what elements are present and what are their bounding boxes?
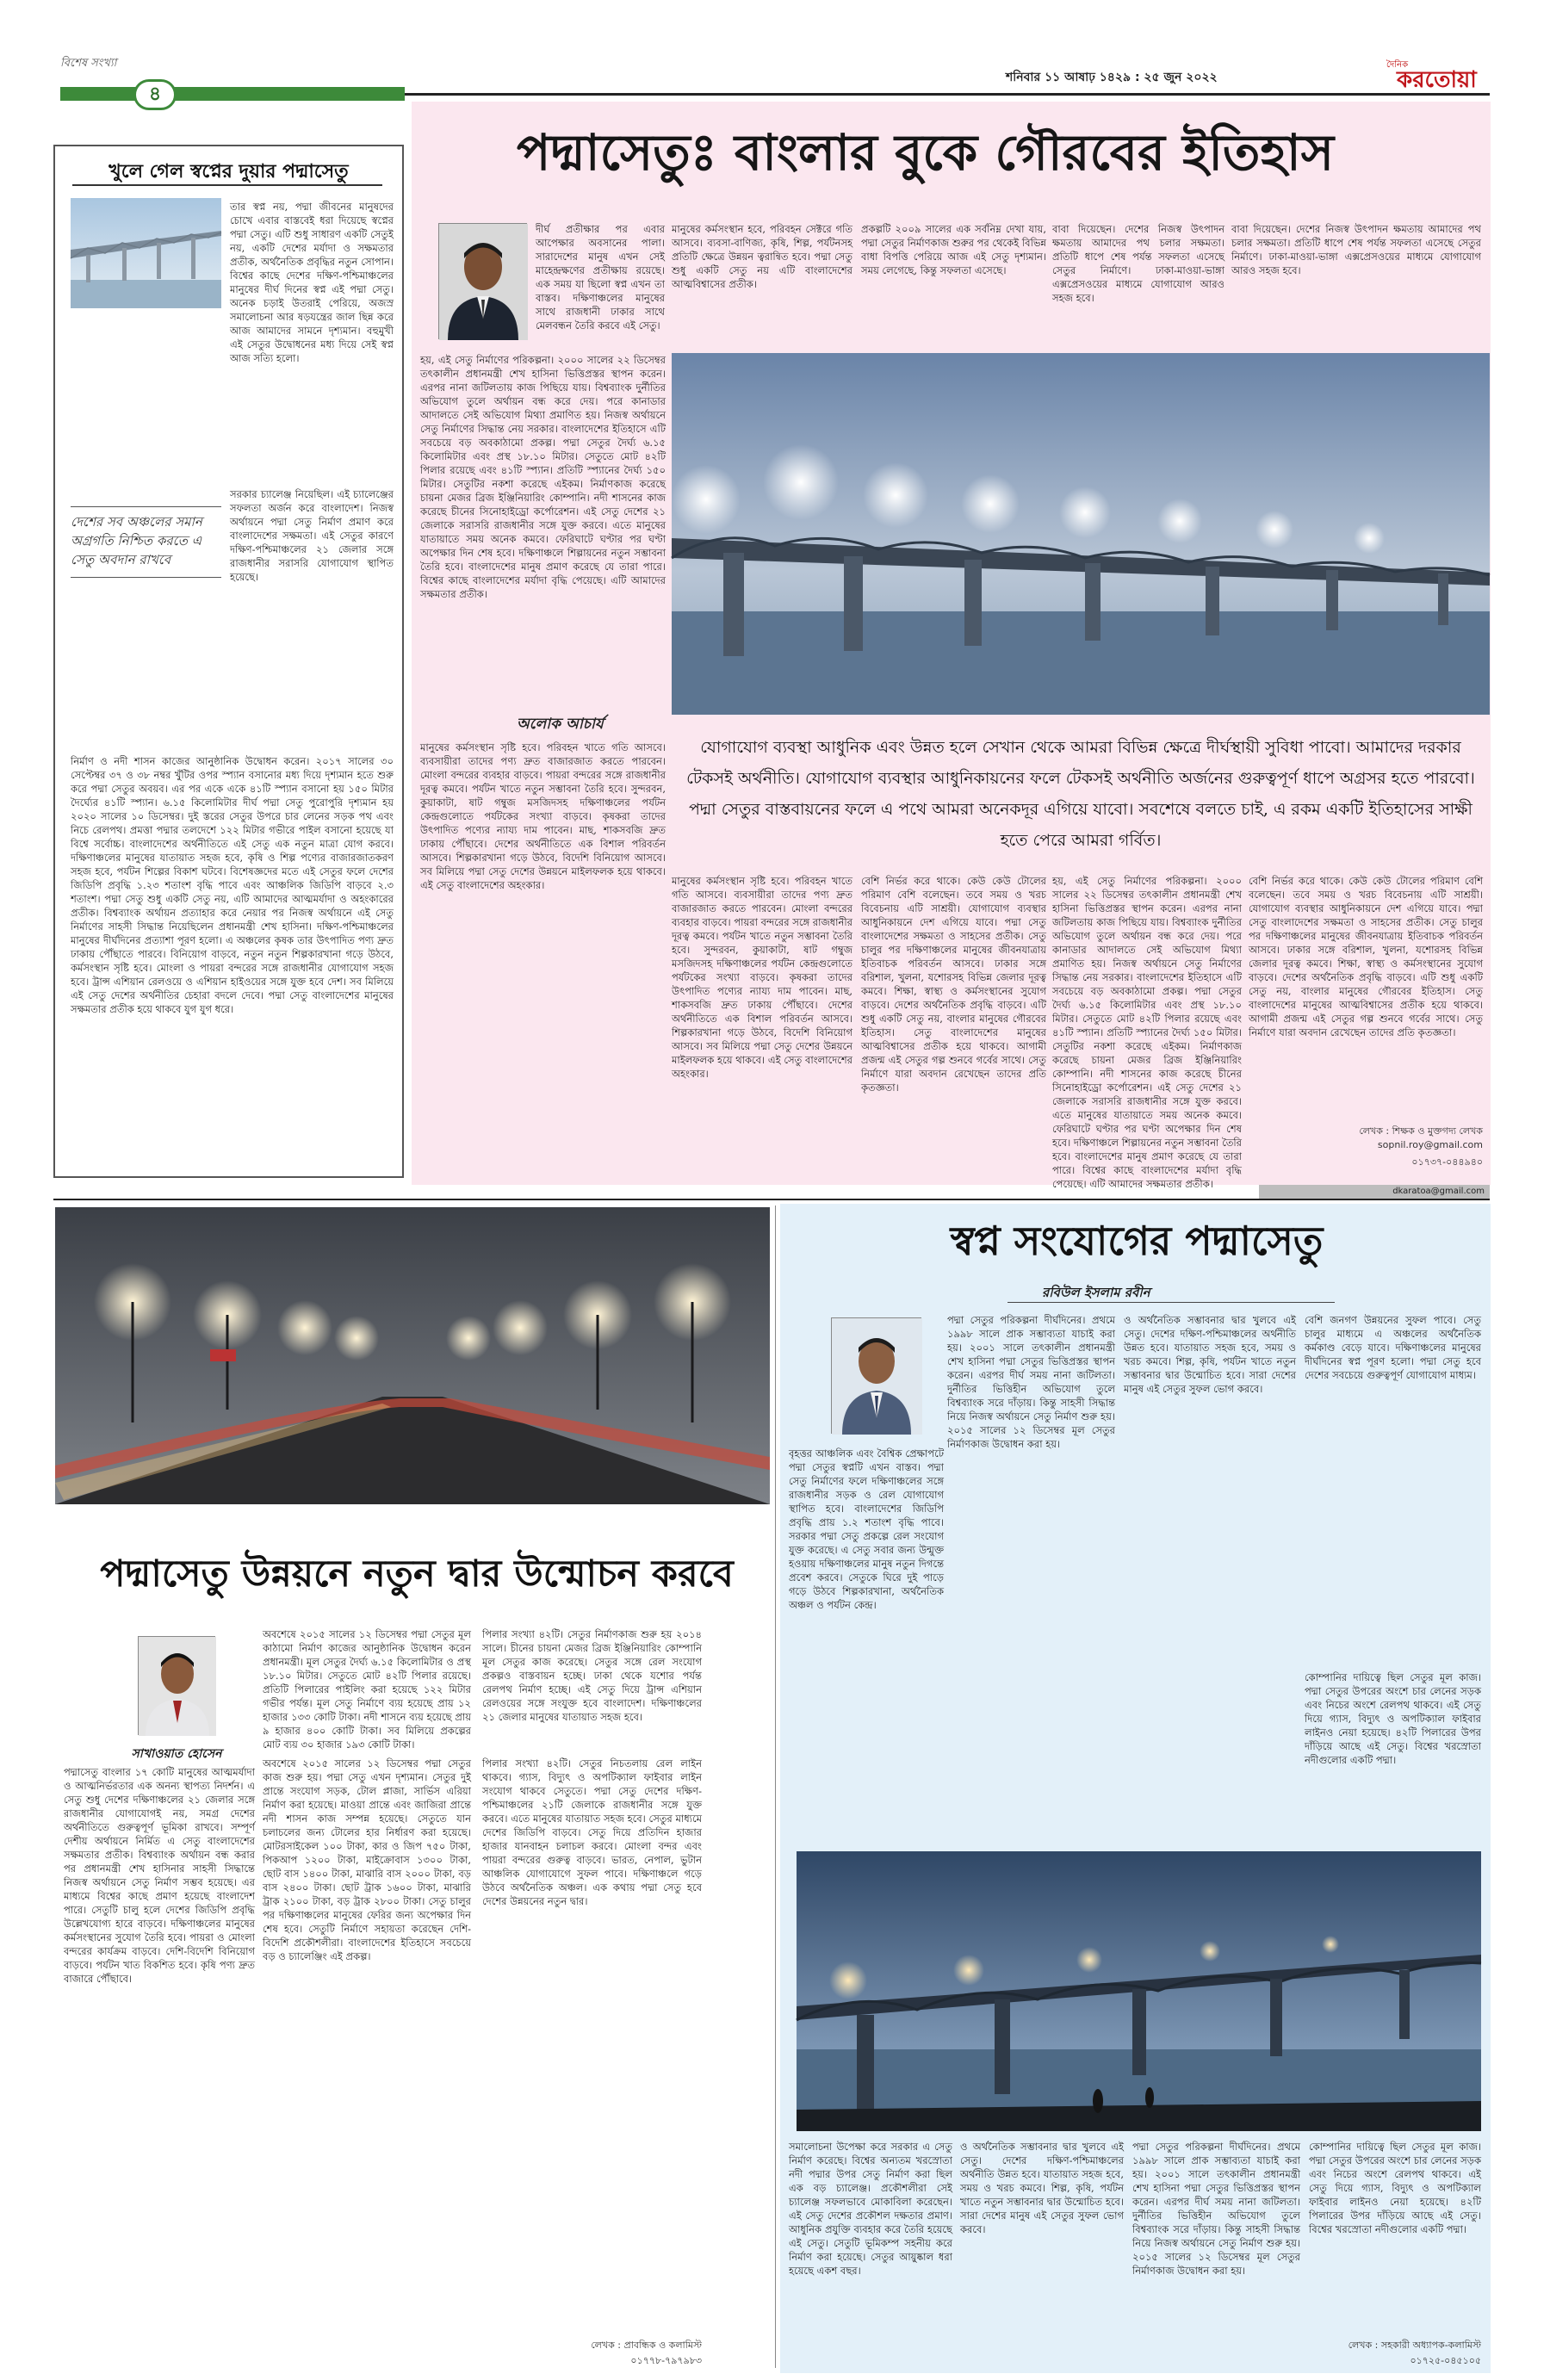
page-number-badge: ৪ — [133, 79, 177, 110]
lead-col-right3: বেশি নির্ভর করে থাকে। কেউ কেউ টোলের পরিমাণ বেশি বলেছেন। তবে সময় ও খরচ বিবেচনায় এটি সাশ্রয়ী। যোগাযোগ ব্যবস্থার আধুনিকায়নে দেশ এগিয়ে যাবে। পদ্মা সেতু বাংলাদেশের সক্ষমতা ও সাহসের প্রতীক। সেতু চালুর পর দক্ষিণাঞ্চলের মানুষের জীবনযাত্রায় ইতিবাচক পরিবর্তন আসবে। ঢাকার সঙ্গে বরিশাল, খুলনা, যশোরসহ বিভিন্ন জেলার দূরত্ব কমবে। শিক্ষা, স্বাস্থ্য ও কর্মসংস্থানের সুযোগ বাড়বে। দেশের অর্থনৈতিক প্রবৃদ্ধি বাড়বে। এটি শুধু একটি সেতু নয়, বাংলার মানুষের গৌরবের ইতিহাস। সেতু বাংলাদেশের মানুষের আত্মবিশ্বাসের প্রতীক হয়ে থাকবে। আগামী প্রজন্ম এই সেতুর গল্প শুনবে গর্বের সাথে। সেতু নির্মাণে যারা অবদান রেখেছেন তাদের প্রতি কৃতজ্ঞতা। — [1249, 875, 1483, 1038]
dream-bottom-col4: কোম্পানির দায়িত্বে ছিল সেতুর মূল কাজ। পদ্মা সেতুর উপরের অংশে চার লেনের সড়ক এবং নিচের অংশে রেলপথ থাকবে। এই সেতু দিয়ে গ্যাস, বিদ্যুৎ ও অপটিক্যাল ফাইবার লাইনও নেয়া হয়েছে। ৪২টি পিলারের উপর দাঁড়িয়ে আছে এই সেতু। বিশ্বের খরস্রোতা নদীগুলোর একটি পদ্মা। — [1309, 2141, 1481, 2235]
dev-col-mid: অবশেষে ২০১৫ সালের ১২ ডিসেম্বর পদ্মা সেতুর কাজ শুরু হয়। পদ্মা সেতু এখন দৃশ্যমান। সেতুর দুই প্রান্তে সংযোগ সড়ক, টোল প্লাজা, সার্ভিস এরিয়া নির্মাণ করা হয়েছে। মাওয়া প্রান্তে এবং জাজিরা প্রান্তে নদী শাসন কাজ সম্পন্ন হয়েছে। সেতুতে যান চলাচলের জন্য টোলের হার নির্ধারণ করা হয়েছে। মোটরসাইকেল ১০০ টাকা, কার ও জিপ ৭৫০ টাকা, পিকআপ ১২০০ টাকা, মাইক্রোবাস ১৩০০ টাকা, ছোট বাস ১৪০০ টাকা, মাঝারি বাস ২০০০ টাকা, বড় বাস ২৪০০ টাকা। ছোট ট্রাক ১৬০০ টাকা, মাঝারি ট্রাক ২১০০ টাকা, বড় ট্রাক ২৮০০ টাকা। সেতু চালুর পর দক্ষিণাঞ্চলের মানুষের ফেরির জন্য অপেক্ষার দিন শেষ হবে। সেতুটি নির্মাণে সহায়তা করেছেন দেশি-বিদেশি প্রকৌশলীরা। বাংলাদেশের ইতিহাসে সবচেয়ে বড় ও চ্যালেঞ্জিং এই প্রকল্প। — [263, 1757, 471, 1962]
dream-col4: কোম্পানির দায়িত্বে ছিল সেতুর মূল কাজ। পদ্মা সেতুর উপরের অংশে চার লেনের সড়ক এবং নিচের অংশে রেলপথ থাকবে। এই সেতু দিয়ে গ্যাস, বিদ্যুৎ ও অপটিক্যাল ফাইবার লাইনও নেয়া হয়েছে। ৪২টি পিলারের উপর দাঁড়িয়ে আছে এই সেতু। বিশ্বের খরস্রোতা নদীগুলোর একটি পদ্মা। — [1305, 1671, 1481, 1766]
dream-col3: বেশি জনগণ উন্নয়নের সুফল পাবে। সেতু চালুর মাধ্যমে এ অঞ্চলের অর্থনৈতিক কর্মকাণ্ড বেড়ে যাবে। দক্ষিণাঞ্চলের মানুষের দীর্ঘদিনের স্বপ্ন পূরণ হলো। পদ্মা সেতু হবে দেশের সবচেয়ে গুরুত্বপূর্ণ যোগাযোগ মাধ্যম। — [1305, 1314, 1481, 1381]
dream-byline-role: লেখক : সহকারী অধ্যাপক-কলামিস্ট — [1348, 2340, 1481, 2351]
lead-col-b: মানুষের কর্মসংস্থান হবে, পরিবহন সেক্টরে গতি আসবে। ব্যবসা-বাণিজ্য, কৃষি, শিল্প, পর্যটনসহ প্রতিটি ক্ষেত্রে উন্নয়ন ত্বরান্বিত হবে। পদ্মা সেতু শুধু একটি সেতু নয় এটি বাংলাদেশের আত্মবিশ্বাসের প্রতীক। — [672, 223, 852, 290]
box-col1-text: তার স্বপ্ন নয়, পদ্মা জীবনের মানুষদের চোখে এবার বাস্তবেই ধরা দিয়েছে স্বপ্নের পদ্মা সেতু। এটি শুধু সাধারণ একটি সেতুই নয়, একটি দেশের মর্যাদা ও সক্ষমতার প্রতীক, অর্থনৈতিক প্রবৃদ্ধির নতুন সোপান। বিশ্বের কাছে দেশের দক্ষিণ-পশ্চিমাঞ্চলের মানুষের দীর্ঘ দিনের স্বপ্ন এই পদ্মা সেতু। অনেক চড়াই উতরাই পেরিয়ে, অজস্র সমালোচনা আর ষড়যন্ত্রের জাল ছিন্ন করে আজ আমাদের সামনে দৃশ্যমান। বহুমুখী এই সেতুর উদ্বোধনের মধ্য দিয়ে সেই স্বপ্ন আজ সত্যি হলো। — [230, 201, 394, 364]
box-article-title: খুলে গেল স্বপ্নের দুয়ার পদ্মাসেতু — [108, 160, 349, 183]
page-number-band — [60, 87, 405, 101]
supplement-mark: বিশেষ সংখ্যা — [60, 57, 117, 70]
lead-bridge-photo — [672, 353, 1490, 715]
masthead-logo: করতোয়া — [1397, 67, 1477, 93]
section-divider — [53, 1199, 1490, 1200]
lead-left-body-2: মানুষের কর্মসংস্থান সৃষ্টি হবে। পরিবহন খাতে গতি আসবে। ব্যবসায়ীরা তাদের পণ্য দ্রুত বাজারজাত করতে পারবেন। মোংলা বন্দরের ব্যবহার বাড়বে। পায়রা বন্দরের সঙ্গে রাজধানীর দূরত্ব কমবে। পর্যটন খাতে নতুন সম্ভাবনা তৈরি হবে। সুন্দরবন, কুয়াকাটা, ষাট গম্বুজ মসজিদসহ দক্ষিণাঞ্চলের পর্যটন কেন্দ্রগুলোতে পর্যটকের সংখ্যা বাড়বে। কৃষকরা তাদের উৎপাদিত পণ্যের ন্যায্য দাম পাবেন। মাছ, শাকসবজি দ্রুত ঢাকায় পৌঁছাবে। দেশের অর্থনীতিতে এক বিশাল পরিবর্তন আসবে। শিল্পকারখানা গড়ে উঠবে, বিদেশি বিনিয়োগ আসবে। সব মিলিয়ে পদ্মা সেতু দেশের উন্নয়নে মাইলফলক হয়ে থাকবে। এই সেতু বাংলাদেশের অহংকার। — [420, 741, 666, 891]
box-title-rule — [72, 184, 382, 186]
lead-left-body: হয়, এই সেতু নির্মাণের পরিকল্পনা। ২০০০ সালের ২২ ডিসেম্বর তৎকালীন প্রধানমন্ত্রী শেখ হাসিনা ভিত্তিপ্রস্তর স্থাপন করেন। এরপর নানা জটিলতায় কাজ পিছিয়ে যায়। বিশ্বব্যাংক দুর্নীতির অভিযোগ তুলে অর্থায়ন বন্ধ করে দেয়। পরে কানাডার আদালতে সেই অভিযোগ মিথ্যা প্রমাণিত হয়। নিজস্ব অর্থায়নে সেতু নির্মাণের সিদ্ধান্ত নেয় সরকার। বাংলাদেশের ইতিহাসে এটি সবচেয়ে বড় অবকাঠামো প্রকল্প। পদ্মা সেতুর দৈর্ঘ্য ৬.১৫ কিলোমিটার এবং প্রস্থ ১৮.১০ মিটার। সেতুতে মোট ৪২টি পিলার রয়েছে এবং ৪১টি স্প্যান। প্রতিটি স্প্যানের দৈর্ঘ্য ১৫০ মিটার। সেতুটির নকশা করেছে এইকম। নির্মাণকাজ করেছে চায়না মেজর ব্রিজ ইঞ্জিনিয়ারিং কোম্পানি। নদী শাসনের কাজ করেছে চীনের সিনোহাইড্রো কর্পোরেশন। এই সেতু দেশের ২১ জেলাকে সরাসরি রাজধানীর সঙ্গে যুক্ত করবে। এতে মানুষের যাতায়াতে সময় অনেক কমবে। ফেরিঘাটে ঘণ্টার পর ঘণ্টা অপেক্ষার দিন শেষ হবে। দক্ষিণাঞ্চলে শিল্পায়নের নতুন সম্ভাবনা তৈরি হবে। বাংলাদেশের মানুষ প্রমাণ করেছে যে তারা পারে। বিশ্বের কাছে বাংলাদেশের মর্যাদা বৃদ্ধি পেয়েছে। এটি আমাদের সক্ষমতার প্রতীক। — [420, 354, 666, 600]
lead-byline-email[interactable]: sopnil.roy@gmail.com — [1377, 1139, 1483, 1150]
pull-quote: দেশের সব অঞ্চলের সমান অগ্রগতি নিশ্চিত করতে এ সেতু অবদান রাখবে — [71, 514, 202, 567]
author-photo-robin — [831, 1317, 921, 1434]
lead-col-a: দীর্ঘ প্রতীক্ষার পর এবার আপেক্ষার অবসানের পালা। সারাদেশের মানুষ এখন সেই মাহেন্দ্রক্ষণের প্রতীক্ষায় রয়েছে। এক সময় যা ছিলো স্বপ্ন এখন তা বাস্তব। দক্ষিণাঞ্চলের মানুষের সাথে রাজধানী ঢাকার সাথে মেলবন্ধন তৈরি করবে এই সেতু। — [536, 223, 665, 332]
pull-quote-rule-bottom — [71, 577, 221, 578]
lead-highlight: যোগাযোগ ব্যবস্থা আধুনিক এবং উন্নত হলে সেখান থেকে আমরা বিভিন্ন ক্ষেত্রে দীর্ঘস্থায়ী সুবিধা পাবো। আমাদের দরকার টেকসই অর্থনীতি। যোগাযোগ ব্যবস্থার আধুনিকায়নের ফলে টেকসই অর্থনীতি অর্জনের গুরুত্বপূর্ণ ধাপে অগ্রসর হতে পারবো। পদ্মা সেতুর বাস্তবায়নের ফলে এ পথে আমরা অনেকদূর এগিয়ে যাবো। সবশেষে বলতে চাই, এ রকম একটি ইতিহাসের সাক্ষী হতে পেরে আমরা গর্বিত। — [686, 738, 1475, 850]
dev-col-top2: পিলার সংখ্যা ৪২টি। সেতুর নির্মাণকাজ শুরু হয় ২০১৪ সালে। চীনের চায়না মেজর ব্রিজ ইঞ্জিনিয়ারিং কোম্পানি মূল সেতুর কাজ করেছে। সেতুর সঙ্গে রেল সংযোগ প্রকল্পও বাস্তবায়ন হচ্ছে। ঢাকা থেকে যশোর পর্যন্ত রেলপথ নির্মাণ হচ্ছে। এই সেতু দিয়ে ট্রান্স এশিয়ান রেলওয়ের সঙ্গে সংযুক্ত হবে বাংলাদেশ। দক্ষিণাঞ্চলের ২১ জেলার মানুষের যাতায়াত সহজ হবে। — [482, 1628, 702, 1723]
box-article — [53, 145, 404, 1178]
lead-col-c: প্রকল্পটি ২০০৯ সালের এক সর্বনিম্ন দেখা যায়, পদ্মা সেতুর নির্মাণকাজ শুরুর পর থেকেই বিভিন্ন বাধা বিপত্তি পেরিয়ে আজ এই সেতু দৃশ্যমান। সময় লেগেছে, কিন্তু সফলতা এসেছে। — [861, 223, 1046, 276]
lead-col-d-extra: বাবা দিয়েছেন। দেশের নিজস্ব উৎপাদন ক্ষমতায় আমাদের পথ চলার সক্ষমতা। প্রতিটি ধাপে শেষ পর্যন্ত সফলতা এসেছে সেতুর নির্মাণে। ঢাকা-মাওয়া-ভাঙ্গা এক্সপ্রেসওয়ের মাধ্যমে যোগাযোগ আরও সহজ হবে। — [1231, 223, 1481, 276]
author-photo-sakhawat — [138, 1636, 215, 1735]
author-name-alok: অলোক আচার্য — [517, 716, 604, 733]
dream-bottom-col3: পদ্মা সেতুর পরিকল্পনা দীর্ঘদিনের। প্রথমে ১৯৯৮ সালে প্রাক সম্ভাব্যতা যাচাই করা হয়। ২০০১ সালে তৎকালীন প্রধানমন্ত্রী শেখ হাসিনা পদ্মা সেতুর ভিত্তিপ্রস্তর স্থাপন করেন। এরপর দীর্ঘ সময় নানা জটিলতা। দুর্নীতির ভিত্তিহীন অভিযোগ তুলে বিশ্বব্যাংক সরে দাঁড়ায়। কিন্তু সাহসী সিদ্ধান্ত নিয়ে নিজস্ব অর্থায়নে সেতু নির্মাণ শুরু হয়। ২০১৫ সালের ১২ ডিসেম্বর মূল সেতুর নির্মাণকাজ উদ্বোধন করা হয়। — [1132, 2141, 1300, 2277]
pull-quote-rule-top — [71, 506, 221, 507]
dev-byline-phone: ০১৭৭৮-৭৯৭৯৮৩ — [630, 2355, 702, 2366]
dev-col-top: অবশেষে ২০১৫ সালের ১২ ডিসেম্বর পদ্মা সেতুর মূল কাঠামো নির্মাণ কাজের আনুষ্ঠানিক উদ্বোধন করেন প্রধানমন্ত্রী। মূল সেতুর দৈর্ঘ্য ৬.১৫ কিলোমিটার ও প্রস্থ ১৮.১০ মিটার। সেতুতে মোট ৪২টি পিলার রয়েছে। প্রতিটি পিলারের পাইলিং করা হয়েছে ১২২ মিটার গভীর পর্যন্ত। মূল সেতু নির্মাণে ব্যয় হয়েছে প্রায় ১২ হাজার ১৩৩ কোটি টাকা। নদী শাসনে ব্যয় হয়েছে প্রায় ৯ হাজার ৪০০ কোটি টাকা। সব মিলিয়ে প্রকল্পের মোট ব্যয় ৩০ হাজার ১৯৩ কোটি টাকা। — [263, 1628, 471, 1751]
dream-bottom-col2: ও অর্থনৈতিক সম্ভাবনার দ্বার খুলবে এই সেতু। দেশের দক্ষিণ-পশ্চিমাঞ্চলের অর্থনীতি উন্নত হবে। যাতায়াত সহজ হবে, সময় ও খরচ কমবে। শিল্প, কৃষি, পর্যটন খাতে নতুন সম্ভাবনার দ্বার উন্মোচিত হবে। সারা দেশের মানুষ এই সেতুর সুফল ভোগ করবে। — [960, 2141, 1124, 2235]
dream-author-rule — [1008, 1302, 1335, 1303]
lead-col-right2: হয়, এই সেতু নির্মাণের পরিকল্পনা। ২০০০ সালের ২২ ডিসেম্বর তৎকালীন প্রধানমন্ত্রী শেখ হাসিনা ভিত্তিপ্রস্তর স্থাপন করেন। এরপর নানা জটিলতায় কাজ পিছিয়ে যায়। বিশ্বব্যাংক দুর্নীতির অভিযোগ তুলে অর্থায়ন বন্ধ করে দেয়। পরে কানাডার আদালতে সেই অভিযোগ মিথ্যা প্রমাণিত হয়। নিজস্ব অর্থায়নে সেতু নির্মাণের সিদ্ধান্ত নেয় সরকার। বাংলাদেশের ইতিহাসে এটি সবচেয়ে বড় অবকাঠামো প্রকল্প। পদ্মা সেতুর দৈর্ঘ্য ৬.১৫ কিলোমিটার এবং প্রস্থ ১৮.১০ মিটার। সেতুতে মোট ৪২টি পিলার রয়েছে এবং ৪১টি স্প্যান। প্রতিটি স্প্যানের দৈর্ঘ্য ১৫০ মিটার। সেতুটির নকশা করেছে এইকম। নির্মাণকাজ করেছে চায়না মেজর ব্রিজ ইঞ্জিনিয়ারিং কোম্পানি। নদী শাসনের কাজ করেছে চীনের সিনোহাইড্রো কর্পোরেশন। এই সেতু দেশের ২১ জেলাকে সরাসরি রাজধানীর সঙ্গে যুক্ত করবে। এতে মানুষের যাতায়াতে সময় অনেক কমবে। ফেরিঘাটে ঘণ্টার পর ঘণ্টা অপেক্ষার দিন শেষ হবে। দক্ষিণাঞ্চলে শিল্পায়নের নতুন সম্ভাবনা তৈরি হবে। বাংলাদেশের মানুষ প্রমাণ করেছে যে তারা পারে। বিশ্বের কাছে বাংলাদেশের মর্যাদা বৃদ্ধি পেয়েছে। এটি আমাদের সক্ষমতার প্রতীক। — [1052, 875, 1242, 1190]
box-col2-text: সরকার চ্যালেঞ্জ নিয়েছিল। এই চ্যালেঞ্জের সফলতা অর্জন করে বাংলাদেশ। নিজস্ব অর্থায়নে পদ্মা সেতু নির্মাণ প্রমাণ করে বাংলাদেশের সক্ষমতা। এই সেতুর কারণে দক্ষিণ-পশ্চিমাঞ্চলের ২১ জেলার সঙ্গে রাজধানীর সরাসরি যোগাযোগ স্থাপিত হয়েছে। — [230, 488, 394, 583]
lead-headline: পদ্মাসেতুঃ বাংলার বুকে গৌরবের ইতিহাস — [517, 123, 1335, 182]
dream-col-left: বৃহত্তর আঞ্চলিক এবং বৈশ্বিক প্রেক্ষাপটে পদ্মা সেতুর স্বপ্নটি এখন বাস্তব। পদ্মা সেতু নির্মাণের ফলে দক্ষিণাঞ্চলের সঙ্গে রাজধানীর সড়ক ও রেল যোগাযোগ স্থাপিত হবে। বাংলাদেশের জিডিপি প্রবৃদ্ধি প্রায় ১.২ শতাংশ বৃদ্ধি পাবে। সরকার পদ্মা সেতু প্রকল্পে রেল সংযোগ যুক্ত করেছে। এ সেতু সবার জন্য উন্মুক্ত হওয়ায় দক্ষিণাঞ্চলের মানুষ নতুন দিগন্তে প্রবেশ করবে। সেতুকে ঘিরে দুই পাড়ে গড়ে উঠবে শিল্পকারখানা, অর্থনৈতিক অঞ্চল ও পর্যটন কেন্দ্র। — [789, 1447, 944, 1611]
dream-bottom-col1: সমালোচনা উপেক্ষা করে সরকার এ সেতু নির্মাণ করেছে। বিশ্বের অন্যতম খরস্রোতা নদী পদ্মার উপর সেতু নির্মাণ করা ছিল এক বড় চ্যালেঞ্জ। প্রকৌশলীরা সেই চ্যালেঞ্জ সফলভাবে মোকাবিলা করেছেন। এই সেতু দেশের প্রকৌশল দক্ষতার প্রমাণ। আধুনিক প্রযুক্তি ব্যবহার করে তৈরি হয়েছে এই সেতু। সেতুটি ভূমিকম্প সহনীয় করে নির্মাণ করা হয়েছে। সেতুর আয়ুষ্কাল ধরা হয়েছে একশ বছর। — [789, 2141, 952, 2277]
dream-headline: স্বপ্ন সংযোগের পদ্মাসেতু — [950, 1218, 1324, 1264]
column-divider — [775, 1205, 776, 2368]
dev-col-right: পিলার সংখ্যা ৪২টি। সেতুর নিচতলায় রেল লাইন থাকবে। গ্যাস, বিদ্যুৎ ও অপটিক্যাল ফাইবার লাইন সংযোগ থাকবে সেতুতে। পদ্মা সেতু দেশের দক্ষিণ-পশ্চিমাঞ্চলের ২১টি জেলাকে রাজধানীর সঙ্গে যুক্ত করবে। এতে মানুষের যাতায়াত সহজ হবে। সেতুর মাধ্যমে দেশের জিডিপি বাড়বে। সেতু দিয়ে প্রতিদিন হাজার হাজার যানবাহন চলাচল করবে। মোংলা বন্দর এবং পায়রা বন্দরের গুরুত্ব বাড়বে। ভারত, নেপাল, ভুটান আঞ্চলিক যোগাযোগে সুফল পাবে। দক্ষিণাঞ্চলে গড়ে উঠবে অর্থনৈতিক অঞ্চল। এক কথায় পদ্মা সেতু হবে দেশের উন্নয়নের নতুন দ্বার। — [482, 1757, 702, 1907]
author-photo-alok — [438, 223, 527, 339]
dev-col-left: পদ্মাসেতু বাংলার ১৭ কোটি মানুষের আত্মমর্যাদা ও আত্মনির্ভরতার এক অনন্য স্থাপত্য নিদর্শন। এ সেতু শুধু দেশের দক্ষিণাঞ্চলের ২১ জেলার সঙ্গে রাজধানীর যোগাযোগই নয়, সমগ্র দেশের অর্থনীতিতে গুরুত্বপূর্ণ ভূমিকা রাখবে। সম্পূর্ণ দেশীয় অর্থায়নে নির্মিত এ সেতু বাংলাদেশের সক্ষমতার প্রতীক। বিশ্বব্যাংক অর্থায়ন বন্ধ করার পর প্রধানমন্ত্রী শেখ হাসিনার সাহসী সিদ্ধান্তে নিজস্ব অর্থায়নে সেতু নির্মাণ সম্ভব হয়েছে। এর মাধ্যমে বিশ্বের কাছে প্রমাণ হয়েছে বাংলাদেশ পারে। সেতুটি চালু হলে দেশের জিডিপি প্রবৃদ্ধি উল্লেখযোগ্য হারে বাড়বে। দক্ষিণাঞ্চলের মানুষের কর্মসংস্থানের সুযোগ তৈরি হবে। পায়রা ও মোংলা বন্দরের কার্যক্রম বাড়বে। দেশি-বিদেশি বিনিয়োগ বাড়বে। পর্যটন খাত বিকশিত হবে। কৃষি পণ্য দ্রুত বাজারে পৌঁছাবে। — [64, 1766, 255, 1985]
lead-byline-role: লেখক : শিক্ষক ও মুক্তগদ্য লেখক — [1359, 1125, 1483, 1137]
dev-author-name: সাখাওয়াত হোসেন — [131, 1747, 222, 1761]
dream-author-name: রবিউল ইসলাম রবীন — [1042, 1285, 1150, 1300]
dev-headline: পদ্মাসেতু উন্নয়নে নতুন দ্বার উন্মোচন করবে — [100, 1553, 734, 1596]
box-body-text: নির্মাণ ও নদী শাসন কাজের আনুষ্ঠানিক উদ্বোধন করেন। ২০১৭ সালের ৩০ সেপ্টেম্বর ৩৭ ও ৩৮ নম্বর খুঁটির ওপর স্প্যান বসানোর মধ্য দিয়ে দৃশ্যমান হতে শুরু করে পদ্মা সেতুর অবয়ব। এর পর একে একে ৪১টি স্প্যান বসানো হয় ১৫০ মিটার দৈর্ঘ্যের ৪১টি স্প্যান। ৬.১৫ কিলোমিটার দীর্ঘ পদ্মা সেতু পুরোপুরি দৃশ্যমান হয় ২০২০ সালের ১০ ডিসেম্বর। দুই স্তরের সেতুর উপরে চার লেনের সড়ক পথ এবং নিচে রেলপথ। প্রমত্তা পদ্মার তলদেশে ১২২ মিটার গভীরে পাইল বসানো হয়েছে যা বিশ্বে সর্বোচ্চ। বাংলাদেশের অর্থনীতিতে এই সেতু এক নতুন মাত্রা যোগ করবে। দক্ষিণাঞ্চলের মানুষের যাতায়াত সহজ হবে, কৃষি ও শিল্প পণ্যের বাজারজাতকরণ সহজ হবে, পর্যটন শিল্পের বিকাশ ঘটবে। বিশেষজ্ঞদের মতে এই সেতুর ফলে দেশের জিডিপি প্রবৃদ্ধি ১.২৩ শতাংশ বৃদ্ধি পাবে এবং আঞ্চলিক জিডিপি বাড়বে ২.৩ শতাংশ। পদ্মা সেতু শুধু একটি সেতু নয়, এটি আমাদের আত্মমর্যাদা ও অহংকারের প্রতীক। বিশ্বব্যাংক অর্থায়ন প্রত্যাহার করে নেয়ার পর নিজস্ব অর্থায়নে এই সেতু নির্মাণের সাহসী সিদ্ধান্ত নিয়েছিলেন প্রধানমন্ত্রী শেখ হাসিনা। দক্ষিণ-পশ্চিমাঞ্চলের মানুষের দীর্ঘদিনের প্রত্যাশা পূরণ হলো। এ অঞ্চলের কৃষক তার উৎপাদিত পণ্য দ্রুত ঢাকায় পৌঁছাতে পারবে। বিনিয়োগ বাড়বে, নতুন নতুন শিল্পকারখানা গড়ে উঠবে, কর্মসংস্থান সৃষ্টি হবে। মোংলা ও পায়রা বন্দরের সঙ্গে রাজধানীর যোগাযোগ সহজ হবে। ট্রান্স এশিয়ান রেলওয়ে ও এশিয়ান হাইওয়ের সঙ্গে যুক্ত হবে দেশ। সব মিলিয়ে এই সেতু দেশের অর্থনীতির চেহারা বদলে দেবে। পদ্মা সেতু বাংলাদেশের মানুষের সক্ষমতার প্রতীক হয়ে থাকবে যুগ যুগ ধরে। — [71, 755, 394, 1015]
site-email[interactable]: dkaratoa@gmail.com — [1259, 1185, 1490, 1199]
lead-byline-phone: ০১৭৩৭-০৪৪৯৪০ — [1411, 1156, 1483, 1168]
dream-col1: পদ্মা সেতুর পরিকল্পনা দীর্ঘদিনের। প্রথমে ১৯৯৮ সালে প্রাক সম্ভাব্যতা যাচাই করা হয়। ২০০১ সালে তৎকালীন প্রধানমন্ত্রী শেখ হাসিনা পদ্মা সেতুর ভিত্তিপ্রস্তর স্থাপন করেন। এরপর দীর্ঘ সময় নানা জটিলতা। দুর্নীতির ভিত্তিহীন অভিযোগ তুলে বিশ্বব্যাংক সরে দাঁড়ায়। কিন্তু সাহসী সিদ্ধান্ত নিয়ে নিজস্ব অর্থায়নে সেতু নির্মাণ শুরু হয়। ২০১৫ সালের ১২ ডিসেম্বর মূল সেতুর নির্মাণকাজ উদ্বোধন করা হয়। — [947, 1314, 1115, 1450]
date-line: শনিবার ১১ আষাঢ় ১৪২৯ : ২৫ জুন ২০২২ — [1006, 71, 1218, 84]
lead-col-right1: বেশি নির্ভর করে থাকে। কেউ কেউ টোলের পরিমাণ বেশি বলেছেন। তবে সময় ও খরচ বিবেচনায় এটি সাশ্রয়ী। যোগাযোগ ব্যবস্থার আধুনিকায়নে দেশ এগিয়ে যাবে। পদ্মা সেতু বাংলাদেশের সক্ষমতা ও সাহসের প্রতীক। সেতু চালুর পর দক্ষিণাঞ্চলের মানুষের জীবনযাত্রায় ইতিবাচক পরিবর্তন আসবে। ঢাকার সঙ্গে বরিশাল, খুলনা, যশোরসহ বিভিন্ন জেলার দূরত্ব কমবে। শিক্ষা, স্বাস্থ্য ও কর্মসংস্থানের সুযোগ বাড়বে। দেশের অর্থনৈতিক প্রবৃদ্ধি বাড়বে। এটি শুধু একটি সেতু নয়, বাংলার মানুষের গৌরবের ইতিহাস। সেতু বাংলাদেশের মানুষের আত্মবিশ্বাসের প্রতীক হয়ে থাকবে। আগামী প্রজন্ম এই সেতুর গল্প শুনবে গর্বের সাথে। সেতু নির্মাণে যারা অবদান রেখেছেন তাদের প্রতি কৃতজ্ঞতা। — [861, 875, 1046, 1094]
masthead-small: দৈনিক — [1386, 60, 1409, 70]
dream-col2: ও অর্থনৈতিক সম্ভাবনার দ্বার খুলবে এই সেতু। দেশের দক্ষিণ-পশ্চিমাঞ্চলের অর্থনীতি উন্নত হবে। যাতায়াত সহজ হবে, সময় ও খরচ কমবে। শিল্প, কৃষি, পর্যটন খাতে নতুন সম্ভাবনার দ্বার উন্মোচিত হবে। সারা দেশের মানুষ এই সেতুর সুফল ভোগ করবে। — [1124, 1314, 1296, 1395]
box-bridge-photo — [71, 198, 221, 308]
dev-byline-role: লেখক : প্রাবন্ধিক ও কলামিস্ট — [591, 2340, 702, 2351]
dream-bridge-photo — [797, 1851, 1481, 2131]
highway-night-photo — [55, 1207, 770, 1504]
dream-byline-phone: ০১৭২৫-০৪৫১০৫ — [1410, 2355, 1481, 2366]
lead-col-mid: মানুষের কর্মসংস্থান সৃষ্টি হবে। পরিবহন খাতে গতি আসবে। ব্যবসায়ীরা তাদের পণ্য দ্রুত বাজারজাত করতে পারবেন। মোংলা বন্দরের ব্যবহার বাড়বে। পায়রা বন্দরের সঙ্গে রাজধানীর দূরত্ব কমবে। পর্যটন খাতে নতুন সম্ভাবনা তৈরি হবে। সুন্দরবন, কুয়াকাটা, ষাট গম্বুজ মসজিদসহ দক্ষিণাঞ্চলের পর্যটন কেন্দ্রগুলোতে পর্যটকের সংখ্যা বাড়বে। কৃষকরা তাদের উৎপাদিত পণ্যের ন্যায্য দাম পাবেন। মাছ, শাকসবজি দ্রুত ঢাকায় পৌঁছাবে। দেশের অর্থনীতিতে এক বিশাল পরিবর্তন আসবে। শিল্পকারখানা গড়ে উঠবে, বিদেশি বিনিয়োগ আসবে। সব মিলিয়ে পদ্মা সেতু দেশের উন্নয়নে মাইলফলক হয়ে থাকবে। এই সেতু বাংলাদেশের অহংকার। — [672, 875, 852, 1080]
lead-col-d: বাবা দিয়েছেন। দেশের নিজস্ব উৎপাদন ক্ষমতায় আমাদের পথ চলার সক্ষমতা। প্রতিটি ধাপে শেষ পর্যন্ত সফলতা এসেছে সেতুর নির্মাণে। ঢাকা-মাওয়া-ভাঙ্গা এক্সপ্রেসওয়ের মাধ্যমে যোগাযোগ আরও সহজ হবে। — [1052, 223, 1224, 304]
